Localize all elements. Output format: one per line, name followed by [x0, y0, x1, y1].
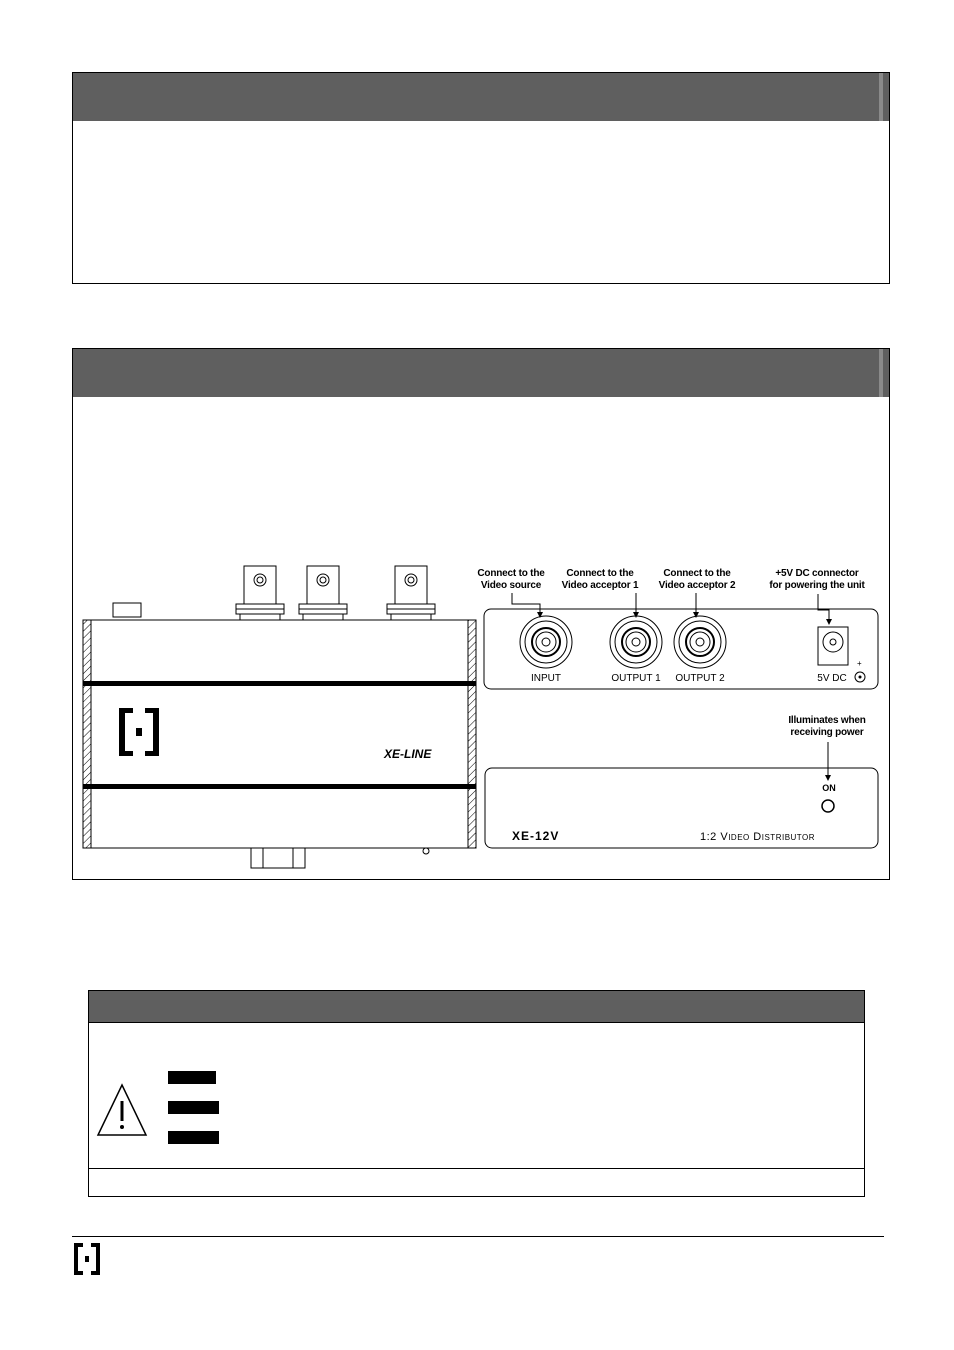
warning-redacted-bar-3 [168, 1131, 219, 1144]
label-on: ON [822, 783, 836, 793]
side-top-knob [113, 603, 141, 617]
svg-text:+: + [857, 659, 862, 668]
label-output-2: OUTPUT 2 [675, 673, 725, 684]
bnc-output-1 [610, 616, 662, 668]
dc-connector [818, 627, 848, 665]
warning-triangle-icon [96, 1083, 148, 1137]
callout-out1-line1: Connect to the [566, 568, 634, 579]
side-view [83, 566, 476, 868]
callout-led-line1: Illuminates when [788, 715, 866, 726]
callout-out1-line2: Video acceptor 1 [561, 580, 639, 591]
front-panel [485, 742, 878, 848]
rear-panel [484, 593, 878, 689]
callout-dc [758, 568, 876, 592]
side-hatch-left [83, 620, 91, 848]
callout-dc-line1: +5V DC connector [775, 568, 859, 579]
warning-redacted-bar-2 [168, 1101, 219, 1114]
label-input: INPUT [531, 673, 561, 684]
bnc-input [520, 616, 572, 668]
bnc-output-2 [674, 616, 726, 668]
callout-output-1 [552, 568, 648, 592]
callout-led-line2: receiving power [790, 727, 864, 738]
footer-kramer-logo-icon [74, 1243, 102, 1275]
warning-redacted-bar-1 [168, 1071, 216, 1084]
callout-dc-line2: for powering the unit [769, 580, 865, 591]
callout-input-line1: Connect to the [477, 568, 545, 579]
side-bnc-2 [299, 566, 347, 620]
label-output-1: OUTPUT 1 [611, 673, 661, 684]
callout-output-2 [648, 568, 746, 592]
side-hatch-right [468, 620, 476, 848]
callout-out2-line2: Video acceptor 2 [658, 580, 736, 591]
front-model: XE-12V [512, 829, 560, 843]
side-bottom-foot [251, 848, 305, 868]
side-brand: XE-LINE [384, 747, 432, 761]
label-dc: 5V DC [817, 673, 847, 684]
callout-out2-line1: Connect to the [663, 568, 731, 579]
side-bnc-3 [387, 566, 435, 620]
front-product-name: 1:2 VIDEO DISTRIBUTOR [700, 831, 816, 843]
side-screw [423, 848, 429, 854]
callout-led [772, 715, 882, 739]
side-band-1 [83, 681, 476, 686]
warning-header [89, 991, 864, 1023]
warning-box [88, 990, 865, 1197]
callout-input [464, 568, 558, 592]
side-bnc-1 [236, 566, 284, 620]
footer-rule [72, 1236, 884, 1237]
callout-input-line2: Video source [480, 580, 542, 591]
warning-divider [89, 1168, 864, 1169]
side-band-2 [83, 784, 476, 789]
power-led [822, 800, 834, 812]
